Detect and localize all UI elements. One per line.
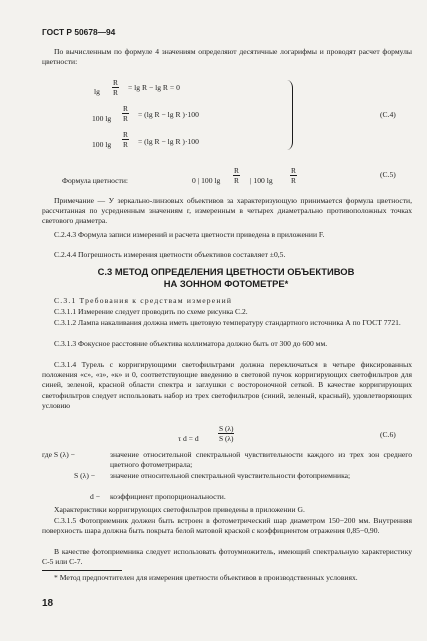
c316-paragraph: В качестве фотоприемника следует использовать фотоумножитель, имеющий спектральную характеристику С-5 или С-7. [42, 547, 412, 567]
note-paragraph: Примечание — У зеркально-линзовых объективов за характеризующую принимается формула цветности, рассчитанная по усредненным значениям r, измеренным в четырех диаметрально противоположных точках светового диаметра. [42, 196, 412, 226]
footnote-rule [42, 570, 122, 571]
c4-row3-post: = (lg R − lg R )·100 [138, 137, 199, 146]
c5-fraction-1 [233, 166, 240, 185]
c5-expr: 0 | 100 lg [192, 176, 221, 185]
where-text-3: коэффициент пропорциональности. [110, 492, 226, 501]
c4-row1-num: R [113, 78, 118, 87]
c4-row3-den: R [123, 140, 128, 149]
c4-row1-pre: lg [94, 87, 100, 96]
c6-num: S (λ) [219, 424, 234, 433]
c6-lhs: τ d = d [178, 434, 199, 443]
c4-row1-den: R [113, 88, 118, 97]
c4-row2-den: R [123, 114, 128, 123]
c4-row2-pre: 100 lg [92, 114, 112, 123]
c311-paragraph: С.3.1.1 Измерение следует проводить по схеме рисунка С.2. [54, 307, 248, 316]
c-char-paragraph: Характеристики корригирующих светофильтров приведены в приложении G. [54, 505, 305, 514]
c5-fraction-2 [290, 166, 297, 185]
c4-row1-fraction [112, 78, 119, 97]
c5-frac2-den: R [291, 176, 296, 185]
c4-row2-fraction [122, 104, 129, 123]
c243-paragraph: С.2.4.3 Формула записи измерений и расчета цветности приведена в приложении F. [54, 230, 325, 239]
where-symbol-2: S (λ) − [74, 471, 96, 480]
c5-frac1-den: R [234, 176, 239, 185]
c314-paragraph: С.3.1.4 Турель с корригирующими светофильтрами должна переключаться в четыре фиксированных положения «с», «з», «к» и 0, соответствующие введению в световой пучок корригирующих светофильтров для синей, зеленой, красной области спектра и заглушки с востороночной сеткой. В качестве корригирующих светофильтров следует использовать набор из трех светофильтров (синий, зеленый, красный), удовлетворяющих условию [42, 360, 412, 410]
where-text-1: значение относительной спектральной чувствительности каждого из трех зон среднего цветного фотометрирала; [110, 450, 412, 470]
c315-paragraph: С.3.1.5 Фотоприемник должен быть встроен в фотометрический шар диаметром 150−200 мм. Внутренняя поверхность шара должна быть покрыта белой матовой краской с коэффициентом отражения 0,85−0,90. [42, 516, 412, 536]
c5-text: Формула цветности: [62, 176, 129, 185]
c244-paragraph: С.2.4.4 Погрешность измерения цветности объективов составляет ±0,5. [54, 250, 286, 259]
footnote: * Метод предпочтителен для измерения цветности объективов в производственных условиях. [54, 573, 358, 582]
c4-label: (С.4) [380, 110, 396, 119]
c312-paragraph: С.3.1.2 Лампа накаливания должна иметь цветовую температуру стандартного источника А по ГОСТ 7721. [54, 318, 401, 327]
c5-label: (С.5) [380, 170, 396, 179]
where-text-2: значение относительной спектральной чувствительности фотоприемника; [110, 471, 351, 480]
c4-row2-post: = (lg R − lg R )·100 [138, 110, 199, 119]
c4-row1-post: = lg R − lg R = 0 [128, 83, 180, 92]
c4-row2-num: R [123, 104, 128, 113]
c6-label: (С.6) [380, 430, 396, 439]
where-symbol-3: d − [90, 492, 100, 501]
c4-brace [286, 80, 293, 150]
page-number: 18 [42, 598, 54, 609]
intro-paragraph: По вычисленным по формуле 4 значениям определяют десятичные логарифмы и проводят расчет формулы цветности: [42, 47, 412, 67]
c6-den: S (λ) [219, 434, 234, 443]
where-symbol-1: где S (λ) − [42, 450, 75, 459]
c4-row3-fraction [122, 130, 129, 149]
document-header: ГОСТ Р 50678—94 [42, 27, 116, 37]
section-heading-line1: С.3 МЕТОД ОПРЕДЕЛЕНИЯ ЦВЕТНОСТИ ОБЪЕКТИВОВ [97, 266, 355, 277]
c5-mid: | 100 lg [250, 176, 273, 185]
c6-fraction [218, 424, 234, 443]
c4-row3-num: R [123, 130, 128, 139]
c313-paragraph: С.3.1.3 Фокусное расстояние объектива коллиматора должно быть от 300 до 600 мм. [54, 339, 328, 348]
c5-frac2-num: R [291, 166, 296, 175]
c5-frac1-num: R [234, 166, 239, 175]
section-heading-line2: НА ЗОННОМ ФОТОМЕТРЕ* [163, 278, 289, 289]
c31-heading: С.3.1 Требования к средствам измерений [54, 296, 233, 305]
c4-row3-pre: 100 lg [92, 140, 112, 149]
